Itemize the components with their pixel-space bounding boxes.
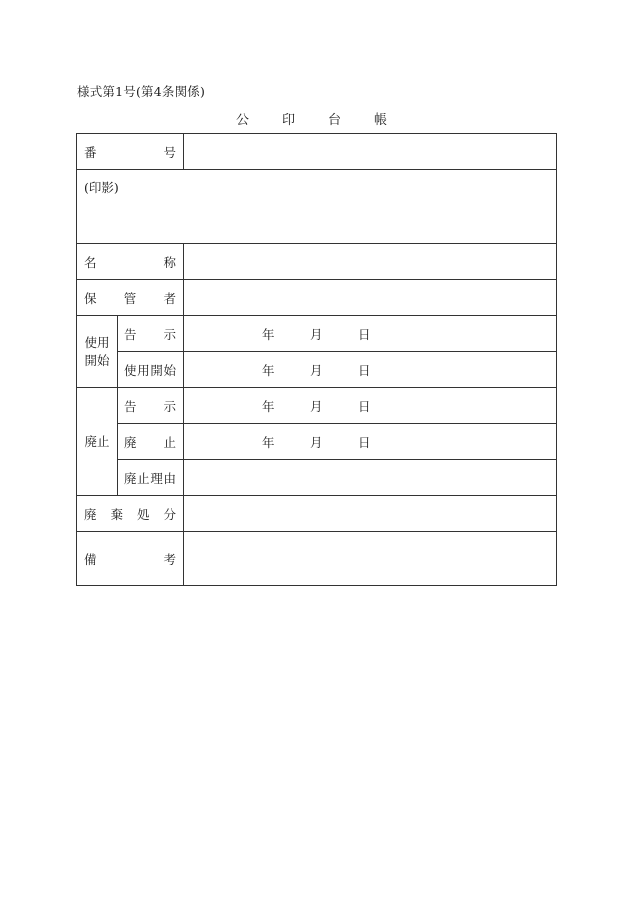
table-row-abolish-date [77,424,557,460]
month-unit: 月 [310,398,323,414]
abolish-notice-date-cell[interactable] [184,388,557,424]
label-char: 止 [137,470,150,486]
use-start-group-line2: 開始 [84,352,110,368]
use-notice-label-cell [118,316,184,352]
day-unit: 日 [358,326,371,342]
label-char: 考 [163,551,176,567]
year-unit: 年 [262,398,275,414]
label-char: 由 [163,470,176,486]
use-start-group-cell [77,316,118,388]
table-row-abolish-notice [77,388,557,424]
label-char: 棄 [110,506,123,522]
form-number-label: 様式第1号(第4条関係) [77,84,206,99]
abolish-label-cell [118,424,184,460]
table-row-use-notice [77,316,557,352]
table-row-abolish-reason [77,460,557,496]
remarks-label-cell [77,532,184,586]
title-char: 帳 [374,113,388,128]
label-char: 廃 [84,506,97,522]
month-unit: 月 [310,326,323,342]
table-row-keeper [77,280,557,316]
label-char: 告 [124,398,137,414]
document-title [236,109,388,128]
keeper-value-cell[interactable] [184,280,557,316]
label-char: 管 [123,290,137,306]
disposal-label-cell [77,496,184,532]
seal-ledger-table [76,133,557,586]
year-unit: 年 [262,434,275,450]
abolish-reason-label-cell [118,460,184,496]
number-value-cell[interactable] [184,134,557,170]
table-row-remarks [77,532,557,586]
label-char: 開 [150,362,163,378]
label-char: 使 [124,362,137,378]
name-value-cell[interactable] [184,244,557,280]
label-char: 備 [84,551,97,567]
table-row-name [77,244,557,280]
seal-impression-cell[interactable] [77,170,557,244]
abolish-group-cell: 廃止 [77,388,118,496]
label-char: 示 [163,398,176,414]
label-char: 止 [163,434,176,450]
table-row-use-start [77,352,557,388]
month-unit: 月 [310,362,323,378]
abolish-reason-value-cell[interactable] [184,460,557,496]
seal-impression-label: (印影) [84,180,119,195]
label-char: 告 [124,326,137,342]
table-row-seal [77,170,557,244]
table-row-number [77,134,557,170]
name-label-cell [77,244,184,280]
label-char: 理 [150,470,163,486]
month-unit: 月 [310,434,323,450]
label-char: 番 [84,144,97,160]
label-char: 称 [163,254,176,270]
abolish-notice-label-cell [118,388,184,424]
number-label-cell [77,134,184,170]
abolish-date-cell[interactable] [184,424,557,460]
remarks-value-cell[interactable] [184,532,557,586]
use-start-group-line1: 使用 [84,334,110,350]
table-row-disposal [77,496,557,532]
day-unit: 日 [358,362,371,378]
label-char: 廃 [124,434,137,450]
label-char: 処 [136,506,150,522]
use-start-label-cell [118,352,184,388]
label-char: 保 [84,290,97,306]
label-char: 号 [163,144,176,160]
year-unit: 年 [262,362,275,378]
label-char: 名 [84,254,97,270]
label-char: 用 [137,362,150,378]
label-char: 分 [163,506,176,522]
label-char: 者 [163,290,176,306]
label-char: 始 [163,362,176,378]
year-unit: 年 [262,326,275,342]
day-unit: 日 [358,398,371,414]
label-char: 示 [163,326,176,342]
use-start-date-cell[interactable] [184,352,557,388]
label-char: 廃 [124,470,137,486]
use-notice-date-cell[interactable] [184,316,557,352]
title-char: 台 [328,113,342,128]
title-char: 公 [236,113,250,128]
keeper-label-cell [77,280,184,316]
title-char: 印 [282,113,296,128]
disposal-value-cell[interactable] [184,496,557,532]
day-unit: 日 [358,434,371,450]
